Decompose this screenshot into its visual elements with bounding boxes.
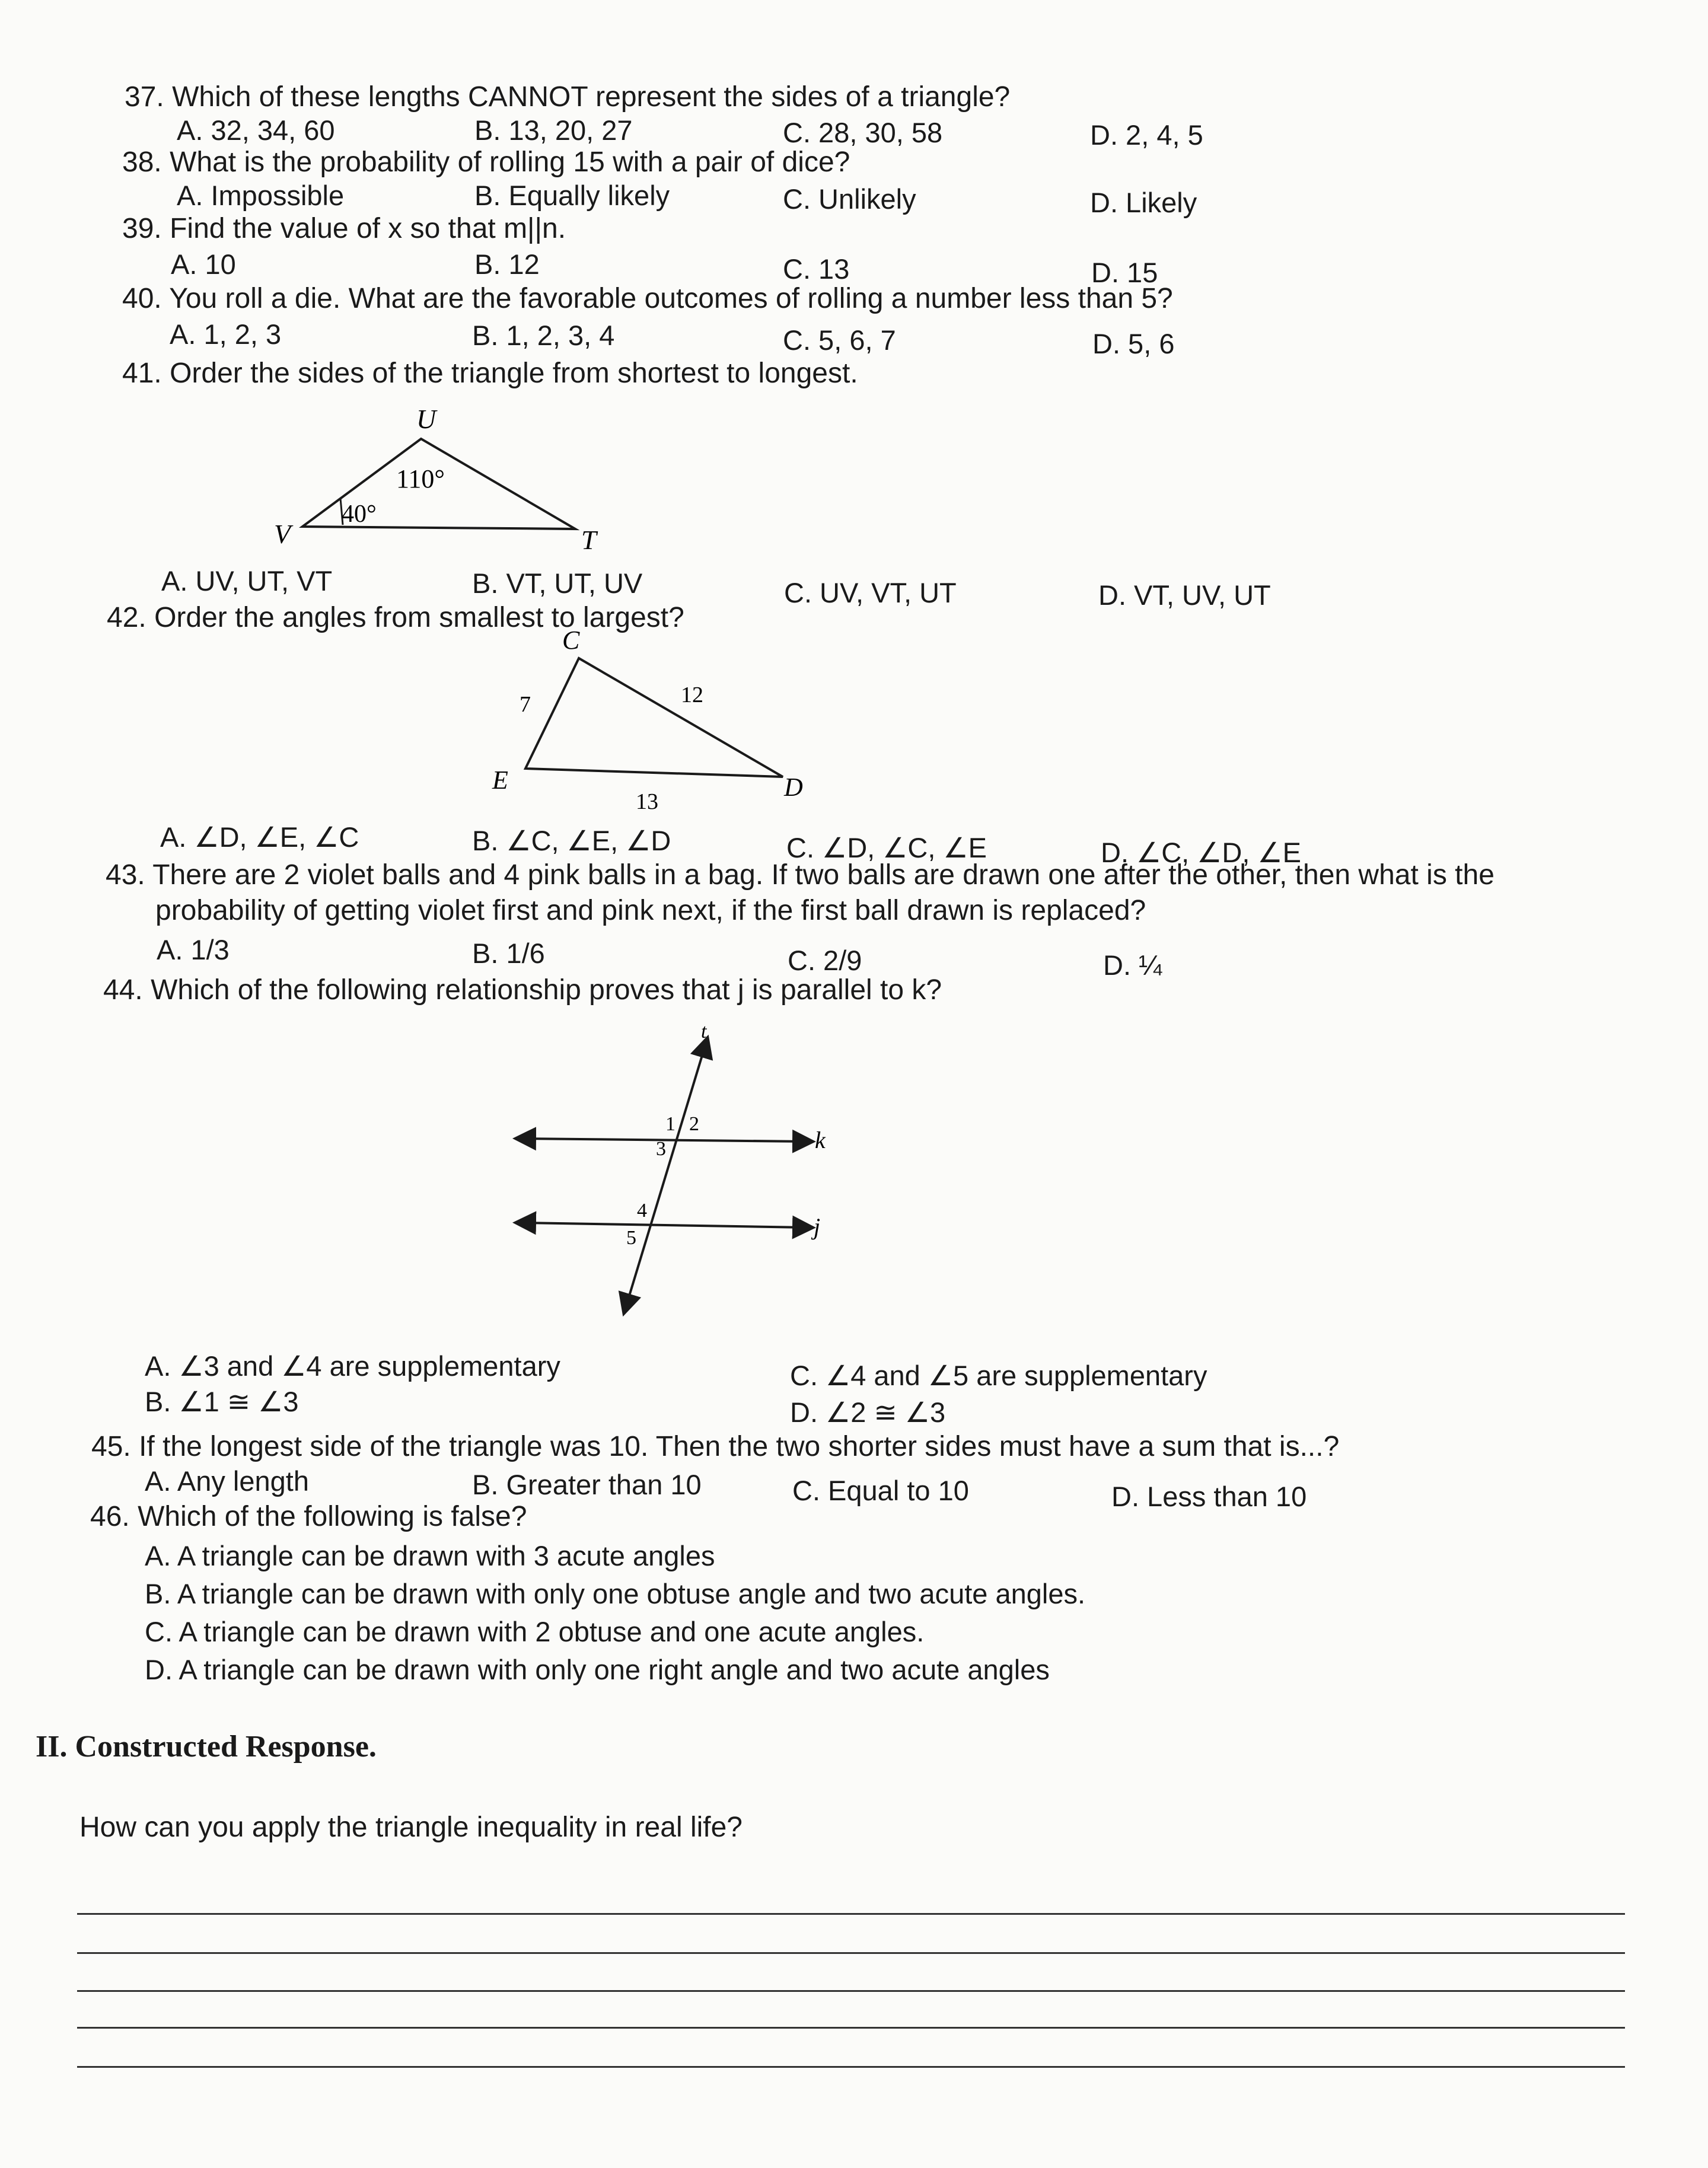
choice-41-b: B. VT, UT, UV [472,567,643,599]
angle-4-label: 4 [637,1200,647,1222]
parallel-lines-figure [510,1020,842,1328]
angle-2-label: 2 [689,1113,699,1135]
choice-45-a: A. Any length [145,1465,309,1497]
choice-46-c: C. A triangle can be drawn with 2 obtuse and one acute angles. [145,1616,925,1647]
choice-42-b: B. ∠C, ∠E, ∠D [472,825,671,856]
answer-line-5 [77,2066,1625,2068]
question-number: 42. [107,602,146,633]
choice-38-a: A. Impossible [177,180,345,211]
triangle-ced [525,658,783,777]
vertex-e-label: E [492,766,508,795]
transversal-t [626,1044,706,1308]
choice-40-b: B. 1, 2, 3, 4 [472,320,615,351]
side-ce-label: 7 [520,692,531,717]
choice-37-a: A. 32, 34, 60 [177,114,335,146]
question-42 [107,604,684,632]
angle-u-label: 110° [396,464,445,493]
choice-40-d: D. 5, 6 [1092,328,1175,359]
question-39 [122,215,566,243]
side-ed-label: 13 [636,789,658,814]
question-number: 38. [122,146,162,178]
side-cd-label: 12 [681,683,703,707]
question-text: Find the value of x so that m||n. [170,213,566,244]
choice-45-d: D. Less than 10 [1111,1481,1307,1512]
question-number: 41. [122,358,162,389]
answer-line-3 [77,1990,1625,1992]
question-number: 46. [90,1501,130,1532]
question-38 [122,148,850,177]
section-title: II. Constructed Response. [36,1730,377,1764]
question-43-line-2: probability of getting violet first and pink next, if the first ball drawn is replaced? [155,895,1146,926]
line-j [522,1223,807,1228]
line-k-label: k [815,1127,826,1153]
choice-37-c: C. 28, 30, 58 [783,117,943,148]
choice-46-a: A. A triangle can be drawn with 3 acute angles [145,1540,715,1571]
choice-44-d: D. ∠2 ≅ ∠3 [790,1397,946,1428]
choice-44-a: A. ∠3 and ∠4 are supplementary [145,1350,560,1382]
question-text: Which of the following relationship proves that j is parallel to k? [151,974,942,1006]
choice-46-d: D. A triangle can be drawn with only one right angle and two acute angles [145,1654,1050,1685]
question-text: What is the probability of rolling 15 with a pair of dice? [170,146,850,178]
answer-line-4 [77,2027,1625,2029]
question-number: 45. [91,1431,131,1462]
question-46 [90,1503,527,1531]
choice-41-d: D. VT, UV, UT [1098,579,1271,611]
constructed-response-prompt: How can you apply the triangle inequality in real life? [79,1812,743,1843]
choice-43-b: B. 1/6 [472,938,545,969]
question-number: 40. [122,283,162,314]
choice-43-a: A. 1/3 [157,934,230,965]
choice-43-d: D. ¼ [1103,949,1162,981]
choice-39-c: C. 13 [783,253,850,285]
answer-line-2 [77,1952,1625,1954]
choice-41-a: A. UV, UT, VT [161,565,333,597]
choice-41-c: C. UV, VT, UT [784,577,957,608]
choice-38-c: C. Unlikely [783,183,916,215]
angle-v-label: 40° [342,500,377,528]
question-45 [91,1433,1339,1461]
question-number: 39. [122,213,162,244]
choice-37-d: D. 2, 4, 5 [1090,119,1203,151]
angle-3-label: 3 [656,1138,666,1160]
question-text: You roll a die. What are the favorable outcomes of rolling a number less than 5? [169,283,1173,314]
choice-38-d: D. Likely [1090,187,1197,218]
choice-37-b: B. 13, 20, 27 [474,114,633,146]
triangle-ced-figure [474,629,842,818]
choice-42-c: C. ∠D, ∠C, ∠E [786,832,987,863]
vertex-d-label: D [784,773,803,802]
choice-40-a: A. 1, 2, 3 [170,318,282,350]
angle-1-label: 1 [665,1113,675,1135]
angle-5-label: 5 [626,1227,636,1249]
choice-45-b: B. Greater than 10 [472,1469,702,1500]
question-43 [106,861,1494,889]
answer-line-1 [77,1913,1625,1915]
choice-44-b: B. ∠1 ≅ ∠3 [145,1386,299,1417]
triangle-uvt-figure [261,403,640,557]
question-number: 37. [125,81,164,113]
line-j-label: j [814,1213,821,1240]
question-text: Order the angles from smallest to largest? [154,602,684,633]
vertex-u-label: U [416,404,436,434]
question-41 [122,359,858,388]
question-text: If the longest side of the triangle was 10. Then the two shorter sides must have a sum that is...? [139,1431,1340,1462]
vertex-v-label: V [274,519,291,549]
choice-42-d: D. ∠C, ∠D, ∠E [1101,837,1301,868]
question-text: There are 2 violet balls and 4 pink balls in a bag. If two balls are drawn one after the other, then what is the [152,859,1494,891]
choice-39-d: D. 15 [1091,257,1158,288]
choice-39-b: B. 12 [474,248,540,280]
question-37 [125,83,1010,111]
question-40 [122,285,1173,313]
choice-39-a: A. 10 [171,248,236,280]
vertex-c-label: C [562,629,580,655]
question-number: 43. [106,859,145,891]
choice-44-c: C. ∠4 and ∠5 are supplementary [790,1360,1207,1391]
question-text: Order the sides of the triangle from shortest to longest. [170,358,858,389]
choice-38-b: B. Equally likely [474,180,670,211]
question-text: Which of the following is false? [138,1501,527,1532]
choice-45-c: C. Equal to 10 [792,1475,969,1506]
choice-43-c: C. 2/9 [788,945,862,976]
line-t-label: t [701,1021,707,1042]
question-number: 44. [103,974,143,1006]
question-text: Which of these lengths CANNOT represent the sides of a triangle? [172,81,1011,113]
choice-40-c: C. 5, 6, 7 [783,324,896,356]
question-44 [103,976,942,1005]
choice-42-a: A. ∠D, ∠E, ∠C [160,821,359,853]
choice-46-b: B. A triangle can be drawn with only one obtuse angle and two acute angles. [145,1578,1086,1609]
vertex-t-label: T [581,525,597,555]
